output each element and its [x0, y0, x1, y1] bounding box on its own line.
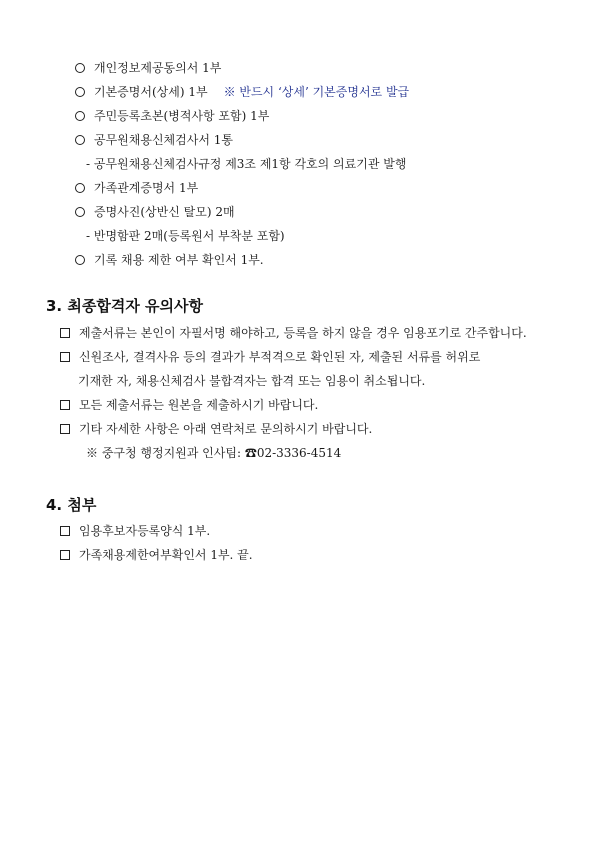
attachment-text: 가족채용제한여부확인서 1부. 끝. — [79, 548, 253, 562]
doc-item-label: 개인정보제공동의서 1부 — [94, 61, 222, 75]
circle-bullet-icon — [75, 183, 85, 193]
doc-item-family-relation — [75, 180, 198, 196]
section-heading: 4. 첨부 — [46, 496, 97, 514]
circle-bullet-icon — [75, 135, 85, 145]
notice-text: 기재한 자, 채용신체검사 불합격자는 합격 또는 임용이 취소됩니다. — [78, 374, 426, 388]
doc-item-resident-abstract — [75, 108, 269, 124]
attachment-item — [60, 523, 210, 539]
doc-item-label: 가족관계증명서 1부 — [94, 181, 199, 195]
checkbox-bullet-icon — [60, 550, 70, 560]
notice-item — [60, 325, 527, 341]
circle-bullet-icon — [75, 63, 85, 73]
doc-item-hiring-restriction — [75, 252, 264, 268]
doc-item-label: 증명사진(상반신 탈모) 2매 — [94, 205, 235, 219]
doc-note: ※ 반드시 ‘상세’ 기본증명서로 발급 — [223, 85, 410, 99]
doc-sub-label: - 반명함판 2매(등록원서 부착분 포함) — [86, 229, 285, 243]
notice-item — [60, 349, 480, 365]
doc-item-label: 기록 채용 제한 여부 확인서 1부. — [94, 253, 264, 267]
checkbox-bullet-icon — [60, 526, 70, 536]
doc-item-basic-certificate — [75, 84, 409, 100]
contact-note — [86, 445, 341, 461]
doc-item-label: 공무원채용신체검사서 1통 — [94, 133, 233, 147]
circle-bullet-icon — [75, 111, 85, 121]
doc-item-label: 주민등록초본(병적사항 포함) 1부 — [94, 109, 270, 123]
attachment-text: 임용후보자등록양식 1부. — [79, 524, 211, 538]
checkbox-bullet-icon — [60, 400, 70, 410]
checkbox-bullet-icon — [60, 424, 70, 434]
section-heading: 3. 최종합격자 유의사항 — [46, 297, 203, 315]
checkbox-bullet-icon — [60, 352, 70, 362]
doc-item-label: 기본증명서(상세) 1부 — [94, 85, 208, 99]
notice-item — [60, 397, 318, 413]
notice-text: 신원조사, 결격사유 등의 결과가 부적격으로 확인된 자, 제출된 서류를 허위로 — [79, 350, 481, 364]
doc-sub-note — [86, 228, 285, 244]
notice-item — [60, 421, 372, 437]
circle-bullet-icon — [75, 255, 85, 265]
doc-item-health-check — [75, 132, 233, 148]
attachment-item — [60, 547, 253, 563]
notice-text: 모든 제출서류는 원본을 제출하시기 바랍니다. — [79, 398, 319, 412]
doc-sub-label: - 공무원채용신체검사규정 제3조 제1항 각호의 의료기관 발행 — [86, 157, 407, 171]
doc-item-consent — [75, 60, 221, 76]
notice-text: 제출서류는 본인이 자필서명 해야하고, 등록을 하지 않을 경우 임용포기로 간주합니다. — [79, 326, 527, 340]
doc-sub-note — [86, 156, 406, 172]
circle-bullet-icon — [75, 207, 85, 217]
doc-item-photo — [75, 204, 235, 220]
circle-bullet-icon — [75, 87, 85, 97]
checkbox-bullet-icon — [60, 328, 70, 338]
contact-text: ※ 중구청 행정지원과 인사팀: ☎02-3336-4514 — [86, 446, 342, 460]
notice-text: 기타 자세한 사항은 아래 연락처로 문의하시기 바랍니다. — [79, 422, 373, 436]
notice-continuation — [78, 373, 425, 389]
